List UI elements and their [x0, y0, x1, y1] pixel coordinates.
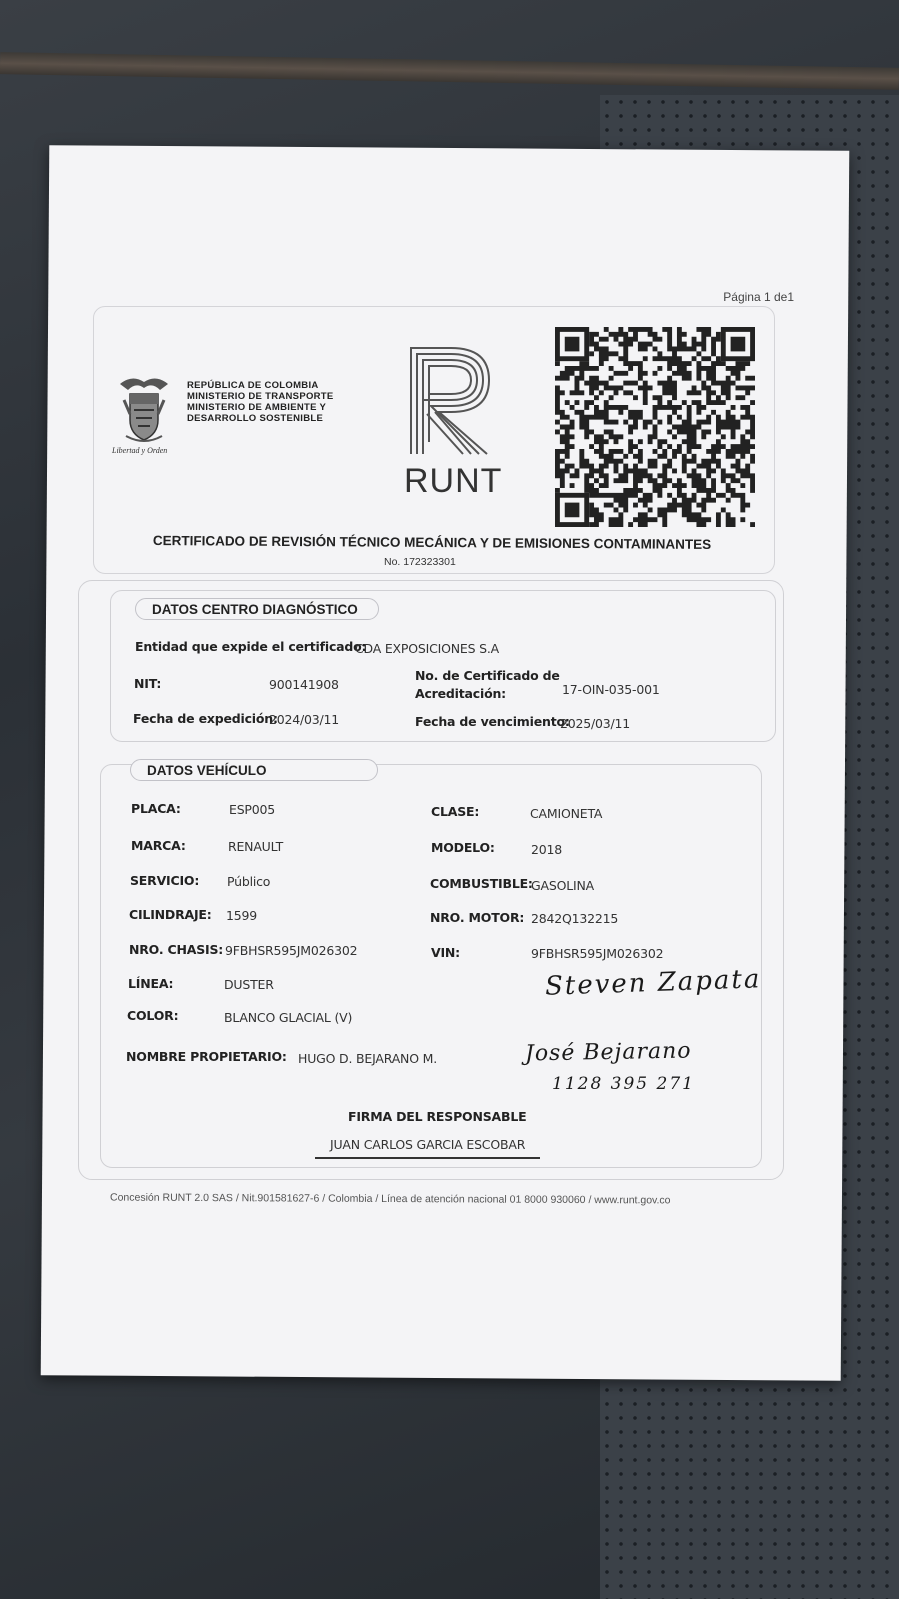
responsable-underline [315, 1157, 540, 1159]
linea-value: DUSTER [224, 977, 274, 992]
chasis-value: 9FBHSR595JM026302 [225, 943, 358, 958]
background-strap [0, 52, 899, 90]
coat-motto: Libertad y Orden [112, 446, 168, 455]
modelo-label: MODELO: [431, 840, 495, 855]
vin-value: 9FBHSR595JM026302 [531, 946, 664, 961]
motor-value: 2842Q132215 [531, 911, 619, 926]
firma-responsable-label: FIRMA DEL RESPONSABLE [348, 1109, 527, 1124]
entidad-value: CDA EXPOSICIONES S.A [355, 641, 499, 656]
footer-text: Concesión RUNT 2.0 SAS / Nit.901581627-6 / Colombia / Línea de atención nacional 01 8000 930060 / www.runt.gov.co [109, 1191, 671, 1207]
cilindraje-label: CILINDRAJE: [129, 907, 212, 922]
cilindraje-value: 1599 [226, 908, 258, 923]
certificate-title: CERTIFICADO DE REVISIÓN TÉCNICO MECÁNICA Y DE EMISIONES CONTAMINANTES [152, 533, 712, 552]
motor-label: NRO. MOTOR: [430, 910, 525, 925]
centro-section-title: DATOS CENTRO DIAGNÓSTICO [135, 598, 379, 620]
color-label: COLOR: [127, 1008, 179, 1023]
vin-label: VIN: [431, 945, 460, 960]
nit-value: 900141908 [269, 677, 339, 692]
propietario-value: HUGO D. BEJARANO M. [298, 1051, 437, 1066]
coat-of-arms-icon [114, 370, 174, 454]
nit-label: NIT: [134, 676, 162, 691]
acreditacion-label-1: No. de Certificado de [415, 668, 560, 683]
marca-value: RENAULT [228, 839, 284, 854]
marca-label: MARCA: [131, 838, 186, 853]
placa-label: PLACA: [131, 801, 181, 816]
linea-label: LÍNEA: [128, 976, 174, 991]
combustible-value: GASOLINA [531, 878, 594, 893]
clase-value: CAMIONETA [530, 806, 603, 821]
modelo-value: 2018 [531, 842, 563, 857]
acreditacion-value: 17-OIN-035-001 [562, 682, 660, 697]
expedicion-value: 2024/03/11 [269, 712, 340, 727]
entidad-label: Entidad que expide el certificado: [135, 639, 367, 654]
qr-code-icon [555, 327, 755, 527]
gov-line: MINISTERIO DE AMBIENTE Y [187, 402, 327, 413]
government-text [187, 380, 334, 424]
gov-line: REPÚBLICA DE COLOMBIA [187, 380, 319, 391]
placa-value: ESP005 [229, 802, 276, 817]
runt-logo-icon [405, 342, 495, 460]
page-number: Página 1 de1 [723, 290, 794, 304]
color-value: BLANCO GLACIAL (V) [224, 1010, 353, 1025]
chasis-label: NRO. CHASIS: [129, 942, 224, 957]
clase-label: CLASE: [431, 804, 480, 819]
certificate-number: No. 172323301 [384, 556, 456, 568]
propietario-label: NOMBRE PROPIETARIO: [126, 1049, 287, 1064]
runt-logo-text: RUNT [404, 462, 503, 500]
handwritten-id-number: 1128 395 271 [552, 1074, 695, 1094]
gov-line: MINISTERIO DE TRANSPORTE [187, 391, 334, 402]
servicio-label: SERVICIO: [130, 873, 200, 888]
signature-1: Steven Zapata [544, 964, 762, 1002]
servicio-value: Público [227, 874, 271, 889]
combustible-label: COMBUSTIBLE: [430, 876, 533, 891]
vehiculo-section-title: DATOS VEHÍCULO [130, 759, 378, 781]
signature-2: José Bejarano [524, 1038, 692, 1067]
responsable-name: JUAN CARLOS GARCIA ESCOBAR [330, 1137, 526, 1152]
acreditacion-label-2: Acreditación: [415, 686, 506, 701]
expedicion-label: Fecha de expedición: [133, 711, 278, 726]
vencimiento-label: Fecha de vencimiento: [415, 714, 570, 729]
gov-line: DESARROLLO SOSTENIBLE [187, 413, 324, 424]
vencimiento-value: 2025/03/11 [560, 716, 631, 731]
